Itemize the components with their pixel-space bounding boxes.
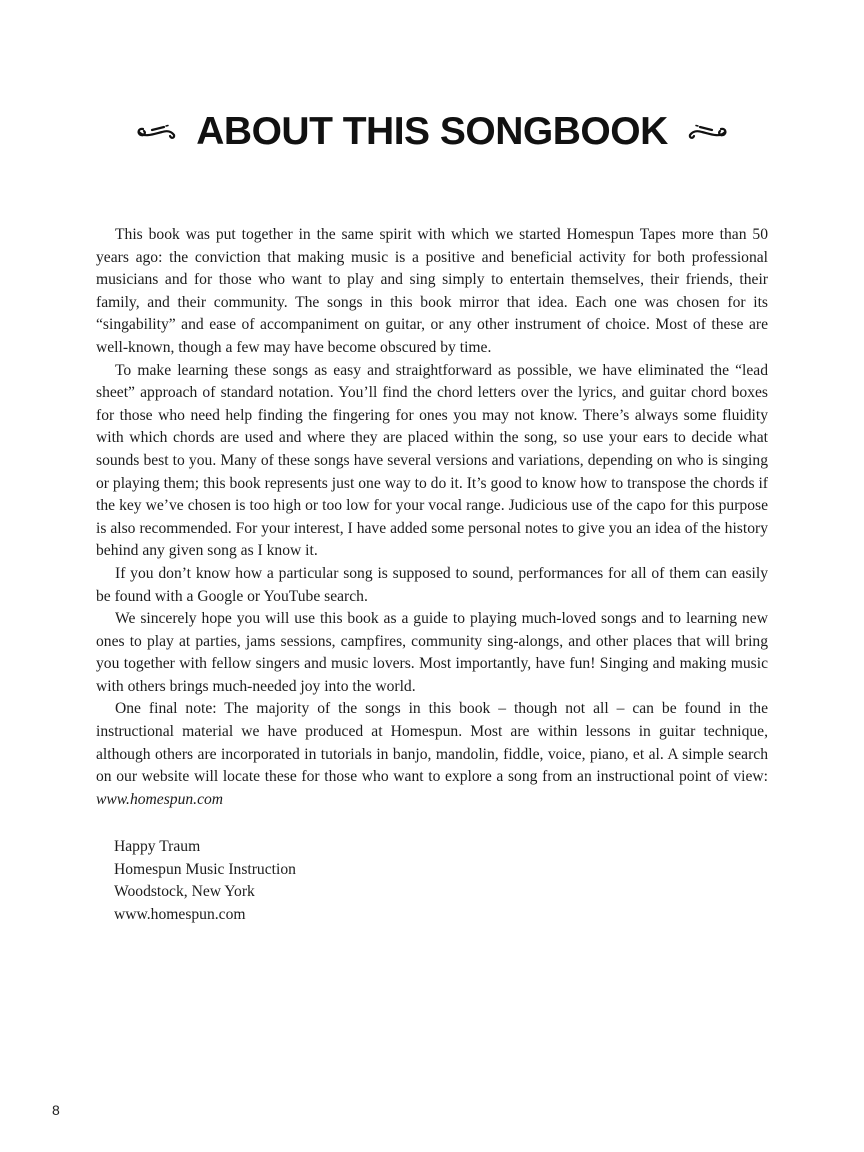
signature-website[interactable]: www.homespun.com	[114, 905, 246, 923]
signature-block	[114, 836, 296, 926]
flourish-ornament-icon	[682, 120, 730, 144]
final-note-text: One final note: The majority of the songs in this book – though not all – can be found in the instructional material we have produced at Homespun. Most are within lessons in guitar technique, although others are incorporated in tutorials in banjo, mandolin, fiddle, voice, piano, et al. A simple search on our website will locate these for those who want to explore a song from an instructional point of view:	[96, 700, 768, 786]
paragraph-intro: This book was put together in the same spirit with which we started Homespun Tapes more than 50 years ago: the conviction that making music is a positive and beneficial activity for both professional musicians and for those who want to play and sing simply to entertain themselves, their friends, their family, and their community. The songs in this book mirror that idea. Each one was chosen for its “singability” and ease of accompaniment on guitar, or any other instrument of choice. Most of these are well-known, though a few may have become obscured by time.	[96, 226, 768, 356]
page-title: ABOUT THIS SONGBOOK	[196, 110, 668, 153]
flourish-ornament-icon	[134, 120, 182, 144]
body-text	[96, 224, 768, 811]
page-header	[0, 108, 864, 156]
signature-organization: Homespun Music Instruction	[114, 860, 296, 878]
paragraph-final-note	[96, 698, 768, 811]
page-number: 8	[52, 1102, 60, 1118]
signature-name: Happy Traum	[114, 838, 201, 855]
paragraph-hope: We sincerely hope you will use this book as a guide to playing much-loved songs and to learning new ones to play at parties, jams sessions, campfires, community sing-alongs, and other places that will bring you together with fellow singers and music lovers. Most importantly, have fun! Singing and making music with others brings much-needed joy into the world.	[96, 610, 768, 695]
website-link[interactable]: www.homespun.com	[96, 790, 224, 808]
signature-location: Woodstock, New York	[114, 883, 255, 901]
paragraph-approach: To make learning these songs as easy and straightforward as possible, we have eliminated the “lead sheet” approach of standard notation. You’ll find the chord letters over the lyrics, and guitar chord boxes for those who need help finding the fingering for ones you may not know. There’s always some fluidity with which chords are used and where they are placed within the song, so use your ears to decide what sounds best to you. Many of these songs have several versions and variations, depending on who is singing or playing them; this book represents just one way to do it. It’s good to know how to transpose the chords if the key we’ve chosen is too high or too low for your vocal range. Judicious use of the capo for this purpose is also recommended. For your interest, I have added some personal notes to give you an idea of the history behind any given song as I know it.	[96, 361, 768, 560]
paragraph-performances: If you don’t know how a particular song is supposed to sound, performances for all of them can easily be found with a Google or YouTube search.	[96, 564, 768, 605]
